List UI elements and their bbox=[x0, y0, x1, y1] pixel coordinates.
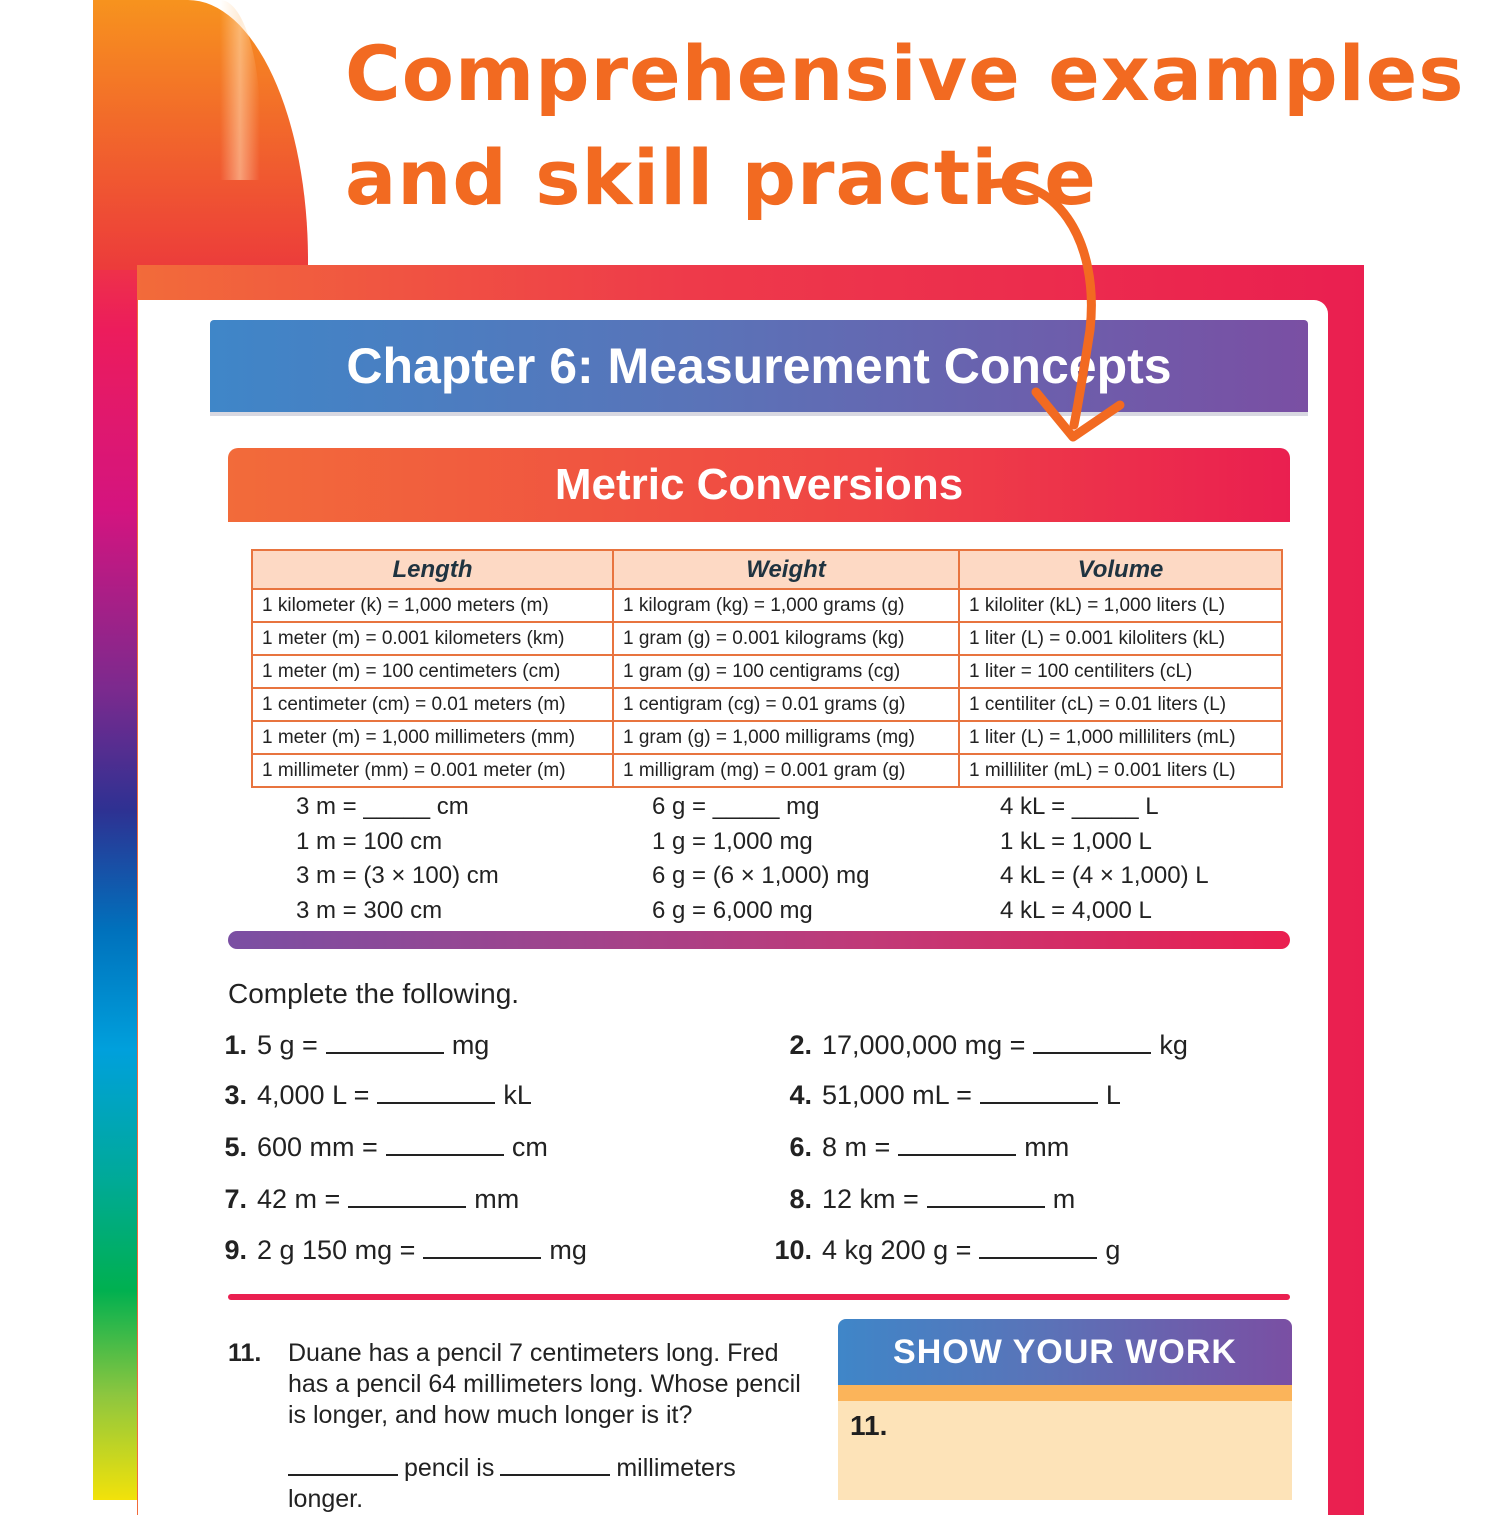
answer-blank[interactable] bbox=[1033, 1030, 1151, 1054]
answer-blank[interactable] bbox=[500, 1454, 610, 1476]
table-cell: 1 meter (m) = 100 centimeters (cm) bbox=[252, 655, 613, 688]
example-line: 1 m = 100 cm bbox=[296, 827, 443, 855]
table-row bbox=[252, 589, 1282, 622]
table-row bbox=[252, 655, 1282, 688]
problem-prompt: 2 g 150 mg = bbox=[257, 1235, 416, 1265]
table-header-row bbox=[252, 550, 1282, 589]
word-problem-text: Duane has a pencil 7 centimeters long. Fred has a pencil 64 millimeters long. Whose pencil is longer, and how much longer is it? bbox=[288, 1339, 801, 1429]
table-cell: 1 gram (g) = 0.001 kilograms (kg) bbox=[613, 622, 959, 655]
table-cell: 1 millimeter (mm) = 0.001 meter (m) bbox=[252, 754, 613, 787]
problems-divider bbox=[228, 1294, 1290, 1300]
problem-unit: mm bbox=[474, 1184, 520, 1214]
answer-blank[interactable] bbox=[348, 1184, 466, 1208]
problem-8 bbox=[768, 1179, 1075, 1219]
table-cell: 1 gram (g) = 1,000 milligrams (mg) bbox=[613, 721, 959, 754]
example-length bbox=[296, 790, 499, 928]
problem-prompt: 5 g = bbox=[257, 1030, 318, 1060]
problem-9 bbox=[203, 1230, 587, 1270]
example-line: 6 g = 6,000 mg bbox=[652, 896, 813, 924]
problem-unit: mg bbox=[451, 1030, 490, 1060]
answer-blank[interactable] bbox=[898, 1132, 1016, 1156]
problem-7 bbox=[203, 1179, 519, 1219]
answer-text: millimeters bbox=[616, 1454, 736, 1482]
problem-prompt: 51,000 mL = bbox=[822, 1080, 972, 1110]
example-volume bbox=[1000, 790, 1209, 928]
example-weight bbox=[652, 790, 869, 928]
problem-unit: L bbox=[1105, 1080, 1121, 1110]
word-problem-answer bbox=[288, 1453, 736, 1484]
show-your-work-strip bbox=[838, 1385, 1292, 1401]
answer-blank[interactable] bbox=[979, 1235, 1097, 1259]
problem-prompt: 4 kg 200 g = bbox=[822, 1235, 972, 1265]
example-line: 3 m = _____ cm bbox=[296, 793, 469, 820]
problem-number: 8. bbox=[789, 1184, 812, 1214]
example-line: 4 kL = (4 × 1,000) L bbox=[1000, 862, 1209, 889]
problem-10 bbox=[768, 1230, 1120, 1270]
show-your-work-title: SHOW YOUR WORK bbox=[893, 1333, 1237, 1371]
table-row bbox=[252, 622, 1282, 655]
table-cell: 1 centimeter (cm) = 0.01 meters (m) bbox=[252, 688, 613, 721]
conversion-table bbox=[251, 549, 1283, 788]
answer-blank[interactable] bbox=[377, 1080, 495, 1104]
example-line: 6 g = (6 × 1,000) mg bbox=[652, 862, 870, 889]
problem-3 bbox=[203, 1075, 532, 1115]
section-divider bbox=[228, 931, 1290, 949]
table-row bbox=[252, 754, 1282, 787]
show-your-work-box[interactable] bbox=[838, 1401, 1292, 1500]
chapter-title: Chapter 6: Measurement Concepts bbox=[346, 338, 1172, 394]
problem-number: 3. bbox=[224, 1080, 247, 1110]
table-cell: 1 liter = 100 centiliters (cL) bbox=[959, 655, 1282, 688]
table-cell: 1 liter (L) = 1,000 milliliters (mL) bbox=[959, 721, 1282, 754]
example-line: 1 g = 1,000 mg bbox=[652, 827, 813, 855]
problem-prompt: 42 m = bbox=[257, 1184, 341, 1214]
problem-number: 11. bbox=[228, 1339, 262, 1367]
problem-unit: kg bbox=[1159, 1030, 1188, 1060]
answer-blank[interactable] bbox=[980, 1080, 1098, 1104]
problem-unit: mg bbox=[549, 1235, 587, 1265]
table-row bbox=[252, 688, 1282, 721]
answer-text: pencil is bbox=[404, 1454, 495, 1482]
problem-unit: m bbox=[1052, 1184, 1076, 1214]
example-line: 1 kL = 1,000 L bbox=[1000, 827, 1152, 855]
problem-number: 9. bbox=[224, 1235, 247, 1265]
problem-unit: kL bbox=[503, 1080, 532, 1110]
promo-headline bbox=[345, 22, 1464, 230]
example-line: 3 m = (3 × 100) cm bbox=[296, 862, 499, 889]
problem-unit: mm bbox=[1024, 1132, 1070, 1162]
tab-highlight bbox=[220, 0, 260, 180]
orange-tab-decoration bbox=[93, 0, 308, 270]
headline-line-1: Comprehensive examples bbox=[345, 29, 1465, 118]
problem-number: 5. bbox=[224, 1132, 247, 1162]
show-your-work-header bbox=[838, 1319, 1292, 1385]
problem-unit: g bbox=[1105, 1235, 1121, 1265]
example-line: 6 g = _____ mg bbox=[652, 793, 820, 820]
example-line: 3 m = 300 cm bbox=[296, 896, 443, 924]
instruction-text: Complete the following. bbox=[228, 978, 520, 1009]
table-cell: 1 centigram (cg) = 0.01 grams (g) bbox=[613, 688, 959, 721]
table-cell: 1 milliliter (mL) = 0.001 liters (L) bbox=[959, 754, 1282, 787]
section-title: Metric Conversions bbox=[554, 460, 964, 509]
answer-blank[interactable] bbox=[326, 1030, 444, 1054]
header-volume: Volume bbox=[959, 550, 1282, 589]
word-problem-11 bbox=[228, 1338, 808, 1431]
table-cell: 1 liter (L) = 0.001 kiloliters (kL) bbox=[959, 622, 1282, 655]
table-cell: 1 meter (m) = 1,000 millimeters (mm) bbox=[252, 721, 613, 754]
example-line: 4 kL = 4,000 L bbox=[1000, 896, 1152, 924]
example-line: 4 kL = _____ L bbox=[1000, 793, 1159, 820]
problem-unit: cm bbox=[511, 1132, 548, 1162]
table-cell: 1 centiliter (cL) = 0.01 liters (L) bbox=[959, 688, 1282, 721]
problem-number: 4. bbox=[789, 1080, 812, 1110]
problem-prompt: 17,000,000 mg = bbox=[822, 1030, 1026, 1060]
problem-1 bbox=[203, 1025, 489, 1065]
answer-blank[interactable] bbox=[423, 1235, 541, 1259]
table-row bbox=[252, 721, 1282, 754]
problem-4 bbox=[768, 1075, 1121, 1115]
problem-5 bbox=[203, 1127, 548, 1167]
problem-6 bbox=[768, 1127, 1069, 1167]
problem-prompt: 12 km = bbox=[822, 1184, 919, 1214]
problem-prompt: 600 mm = bbox=[257, 1132, 378, 1162]
table-cell: 1 meter (m) = 0.001 kilometers (km) bbox=[252, 622, 613, 655]
headline-line-2: and skill practice bbox=[345, 133, 1097, 222]
problem-number: 2. bbox=[789, 1030, 812, 1060]
table-cell: 1 gram (g) = 100 centigrams (cg) bbox=[613, 655, 959, 688]
problem-number: 10. bbox=[774, 1235, 812, 1265]
chapter-banner bbox=[210, 320, 1308, 412]
answer-blank[interactable] bbox=[288, 1454, 398, 1476]
problem-prompt: 4,000 L = bbox=[257, 1080, 370, 1110]
section-banner bbox=[228, 448, 1290, 522]
problem-prompt: 8 m = bbox=[822, 1132, 891, 1162]
show-your-work-number: 11. bbox=[850, 1410, 888, 1441]
answer-blank[interactable] bbox=[386, 1132, 504, 1156]
problem-2 bbox=[768, 1025, 1188, 1065]
header-weight: Weight bbox=[613, 550, 959, 589]
table-cell: 1 kilogram (kg) = 1,000 grams (g) bbox=[613, 589, 959, 622]
problem-number: 1. bbox=[224, 1030, 247, 1060]
table-cell: 1 kiloliter (kL) = 1,000 liters (L) bbox=[959, 589, 1282, 622]
answer-blank[interactable] bbox=[927, 1184, 1045, 1208]
table-cell: 1 milligram (mg) = 0.001 gram (g) bbox=[613, 754, 959, 787]
header-length: Length bbox=[252, 550, 613, 589]
table-cell: 1 kilometer (k) = 1,000 meters (m) bbox=[252, 589, 613, 622]
problem-number: 7. bbox=[224, 1184, 247, 1214]
problem-number: 6. bbox=[789, 1132, 812, 1162]
answer-continuation: longer. bbox=[288, 1485, 364, 1513]
